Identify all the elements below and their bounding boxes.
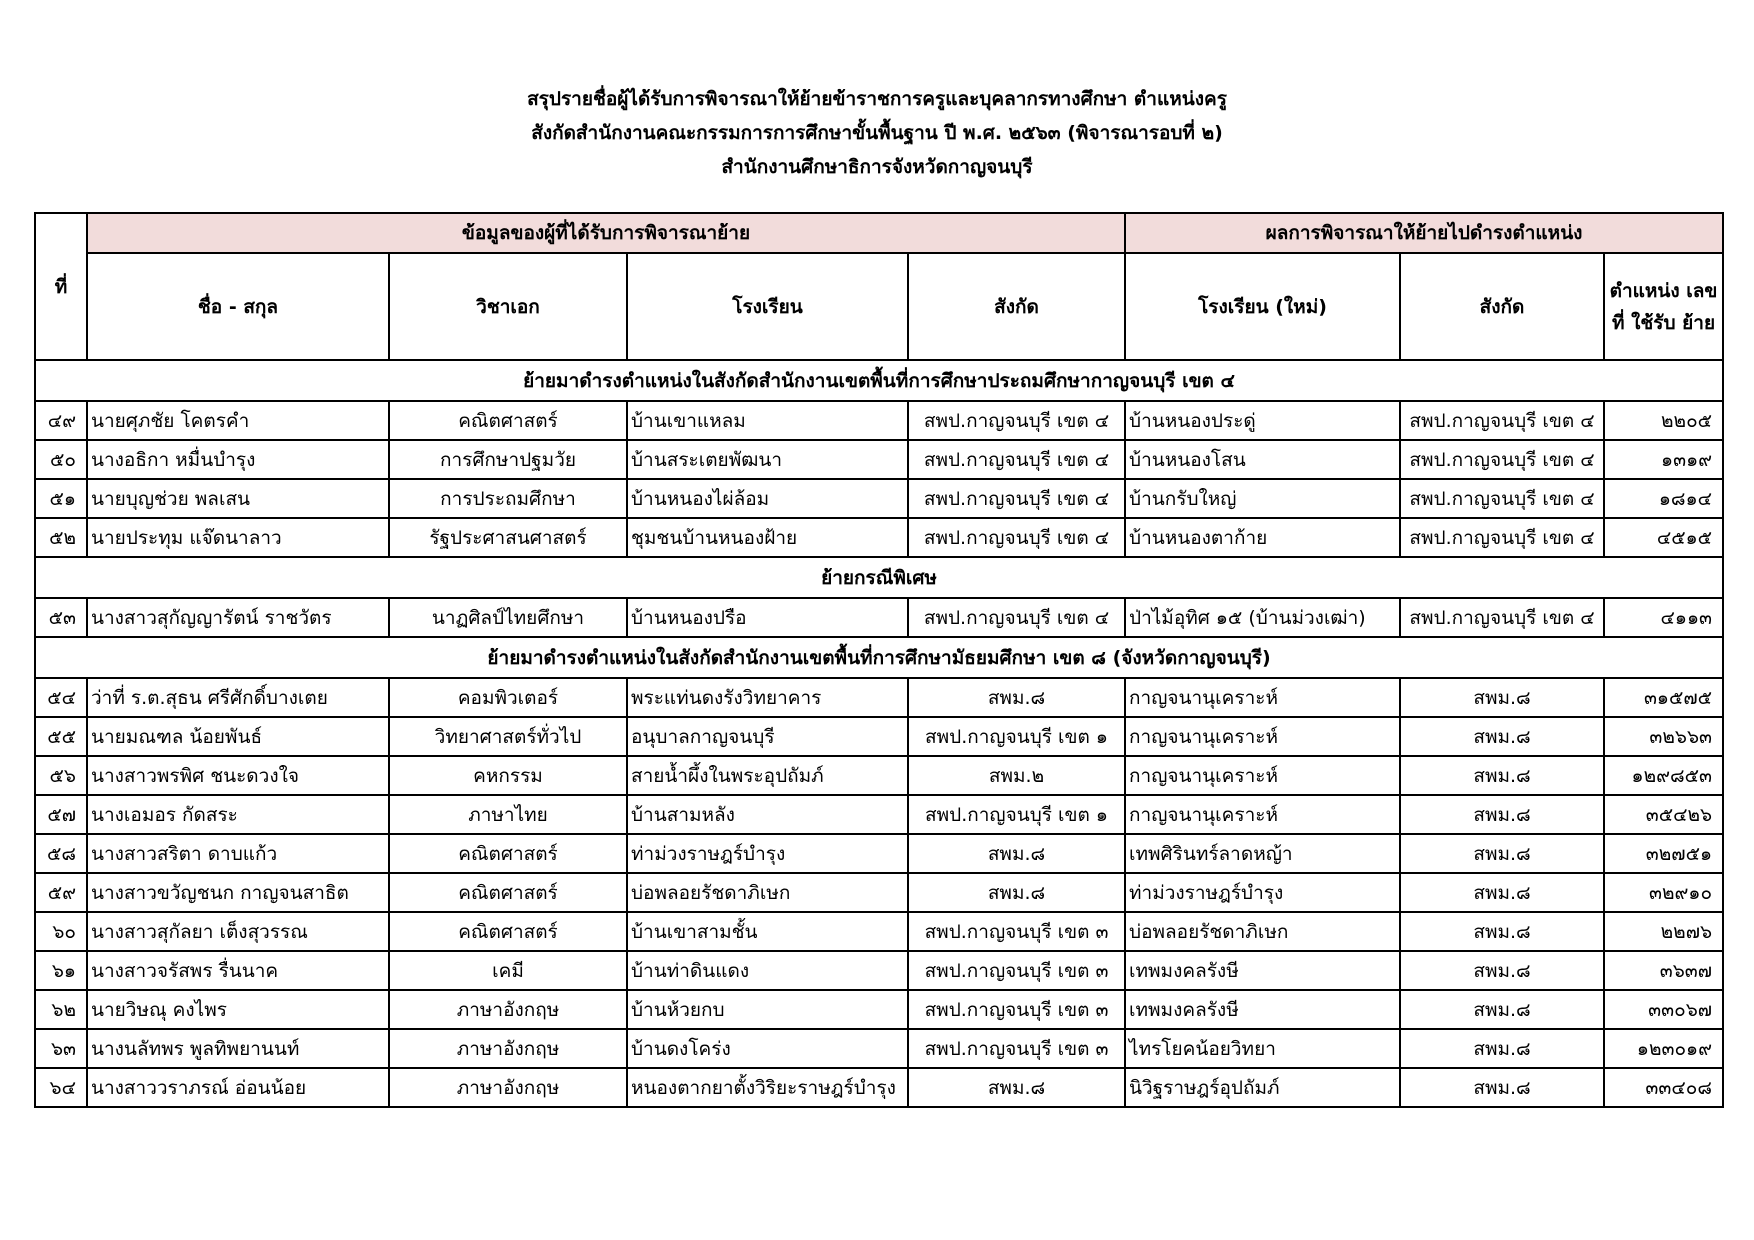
new-affiliation: สพม.๘ [1400, 795, 1604, 834]
major-subject: คณิตศาสตร์ [389, 873, 627, 912]
header-name: ชื่อ - สกุล [87, 253, 389, 360]
header-new-school: โรงเรียน (ใหม่) [1125, 253, 1400, 360]
teacher-name: นางสาววราภรณ์ อ่อนน้อย [87, 1068, 389, 1107]
major-subject: คณิตศาสตร์ [389, 834, 627, 873]
row-number: ๕๐ [35, 440, 87, 479]
position-number: ๓๓๔๐๘ [1604, 1068, 1723, 1107]
current-school: อนุบาลกาญจนบุรี [627, 717, 908, 756]
new-school: ท่าม่วงราษฎร์บำรุง [1125, 873, 1400, 912]
table-row [35, 756, 1723, 795]
teacher-name: นายบุญช่วย พลเสน [87, 479, 389, 518]
major-subject: ภาษาไทย [389, 795, 627, 834]
new-affiliation: สพป.กาญจนบุรี เขต ๔ [1400, 440, 1604, 479]
teacher-name: นางสาวพรพิศ ชนะดวงใจ [87, 756, 389, 795]
current-affiliation: สพม.๘ [908, 873, 1125, 912]
new-school: ป่าไม้อุทิศ ๑๕ (บ้านม่วงเฒ่า) [1125, 598, 1400, 637]
section-title: ย้ายมาดำรงตำแหน่งในสังกัดสำนักงานเขตพื้นที่การศึกษาประถมศึกษากาญจนบุรี เขต ๔ [35, 360, 1723, 401]
major-subject: รัฐประศาสนศาสตร์ [389, 518, 627, 557]
current-school: บ้านเขาสามชั้น [627, 912, 908, 951]
teacher-name: ว่าที่ ร.ต.สุธน ศรีศักดิ์บางเตย [87, 678, 389, 717]
position-number: ๓๖๓๗ [1604, 951, 1723, 990]
current-affiliation: สพป.กาญจนบุรี เขต ๔ [908, 401, 1125, 440]
header-major: วิชาเอก [389, 253, 627, 360]
current-affiliation: สพป.กาญจนบุรี เขต ๔ [908, 440, 1125, 479]
new-affiliation: สพม.๘ [1400, 990, 1604, 1029]
current-affiliation: สพม.๒ [908, 756, 1125, 795]
new-affiliation: สพม.๘ [1400, 678, 1604, 717]
row-number: ๕๓ [35, 598, 87, 637]
current-affiliation: สพป.กาญจนบุรี เขต ๔ [908, 598, 1125, 637]
current-school: ท่าม่วงราษฎร์บำรุง [627, 834, 908, 873]
new-affiliation: สพม.๘ [1400, 756, 1604, 795]
header-group-applicant: ข้อมูลของผู้ที่ได้รับการพิจารณาย้าย [87, 213, 1125, 253]
title-line-3: สำนักงานศึกษาธิการจังหวัดกาญจนบุรี [721, 156, 1033, 178]
teacher-name: นางสาวจรัสพร รื่นนาค [87, 951, 389, 990]
table-row [35, 518, 1723, 557]
transfer-table [34, 212, 1724, 1108]
table-row [35, 678, 1723, 717]
table-row [35, 873, 1723, 912]
teacher-name: นายมณฑล น้อยพันธ์ [87, 717, 389, 756]
major-subject: คณิตศาสตร์ [389, 401, 627, 440]
new-school: กาญจนานุเคราะห์ [1125, 717, 1400, 756]
new-school: บ้านหนองตาก้าย [1125, 518, 1400, 557]
current-school: บ้านหนองไผ่ล้อม [627, 479, 908, 518]
current-school: บ้านดงโคร่ง [627, 1029, 908, 1068]
position-number: ๓๕๔๒๖ [1604, 795, 1723, 834]
current-school: สายน้ำผึ้งในพระอุปถัมภ์ [627, 756, 908, 795]
current-affiliation: สพม.๘ [908, 1068, 1125, 1107]
section-header [35, 557, 1723, 598]
new-affiliation: สพม.๘ [1400, 873, 1604, 912]
title-line-2: สังกัดสำนักงานคณะกรรมการการศึกษาขั้นพื้นฐาน ปี พ.ศ. ๒๕๖๓ (พิจารณารอบที่ ๒) [531, 122, 1223, 144]
current-affiliation: สพป.กาญจนบุรี เขต ๔ [908, 479, 1125, 518]
current-school: บ้านสามหลัง [627, 795, 908, 834]
new-school: บ้านหนองประดู่ [1125, 401, 1400, 440]
position-number: ๑๒๙๘๕๓ [1604, 756, 1723, 795]
table-row [35, 795, 1723, 834]
position-number: ๓๒๙๑๐ [1604, 873, 1723, 912]
teacher-name: นางเอมอร กัดสระ [87, 795, 389, 834]
row-number: ๕๕ [35, 717, 87, 756]
table-body [35, 360, 1723, 1107]
current-affiliation: สพป.กาญจนบุรี เขต ๑ [908, 795, 1125, 834]
new-school: กาญจนานุเคราะห์ [1125, 756, 1400, 795]
position-number: ๓๒๗๕๑ [1604, 834, 1723, 873]
new-affiliation: สพม.๘ [1400, 912, 1604, 951]
current-affiliation: สพม.๘ [908, 834, 1125, 873]
section-header [35, 637, 1723, 678]
row-number: ๕๗ [35, 795, 87, 834]
row-number: ๕๔ [35, 678, 87, 717]
position-number: ๒๒๗๖ [1604, 912, 1723, 951]
header-school: โรงเรียน [627, 253, 908, 360]
current-school: พระแท่นดงรังวิทยาคาร [627, 678, 908, 717]
major-subject: วิทยาศาสตร์ทั่วไป [389, 717, 627, 756]
position-number: ๔๑๑๓ [1604, 598, 1723, 637]
position-number: ๑๘๑๔ [1604, 479, 1723, 518]
table-row [35, 834, 1723, 873]
section-title: ย้ายกรณีพิเศษ [35, 557, 1723, 598]
position-number: ๒๒๐๕ [1604, 401, 1723, 440]
row-number: ๕๙ [35, 873, 87, 912]
row-number: ๕๘ [35, 834, 87, 873]
new-affiliation: สพป.กาญจนบุรี เขต ๔ [1400, 479, 1604, 518]
row-number: ๖๐ [35, 912, 87, 951]
section-title: ย้ายมาดำรงตำแหน่งในสังกัดสำนักงานเขตพื้นที่การศึกษามัธยมศึกษา เขต ๘ (จังหวัดกาญจนบุรี) [35, 637, 1723, 678]
row-number: ๕๒ [35, 518, 87, 557]
current-school: บ้านท่าดินแดง [627, 951, 908, 990]
major-subject: ภาษาอังกฤษ [389, 1068, 627, 1107]
new-affiliation: สพป.กาญจนบุรี เขต ๔ [1400, 598, 1604, 637]
position-number: ๑๓๑๙ [1604, 440, 1723, 479]
current-school: บ้านสระเตยพัฒนา [627, 440, 908, 479]
position-number: ๓๑๕๗๕ [1604, 678, 1723, 717]
table-row [35, 951, 1723, 990]
position-number: ๔๕๑๕ [1604, 518, 1723, 557]
row-number: ๖๒ [35, 990, 87, 1029]
position-number: ๓๒๖๖๓ [1604, 717, 1723, 756]
row-number: ๖๑ [35, 951, 87, 990]
new-affiliation: สพม.๘ [1400, 717, 1604, 756]
new-school: กาญจนานุเคราะห์ [1125, 678, 1400, 717]
row-number: ๕๑ [35, 479, 87, 518]
teacher-name: นายวิษณุ คงไพร [87, 990, 389, 1029]
current-affiliation: สพม.๘ [908, 678, 1125, 717]
table-row [35, 912, 1723, 951]
current-affiliation: สพป.กาญจนบุรี เขต ๓ [908, 912, 1125, 951]
table-row [35, 479, 1723, 518]
new-affiliation: สพม.๘ [1400, 1029, 1604, 1068]
current-school: บ้านเขาแหลม [627, 401, 908, 440]
document-title [0, 82, 1754, 184]
new-affiliation: สพม.๘ [1400, 951, 1604, 990]
current-school: บ้านหนองปรือ [627, 598, 908, 637]
teacher-name: นายศุภชัย โคตรคำ [87, 401, 389, 440]
new-school: บ่อพลอยรัชดาภิเษก [1125, 912, 1400, 951]
teacher-name: นางอธิกา หมื่นบำรุง [87, 440, 389, 479]
new-school: นิวิฐราษฎร์อุปถัมภ์ [1125, 1068, 1400, 1107]
new-affiliation: สพป.กาญจนบุรี เขต ๔ [1400, 401, 1604, 440]
title-line-1: สรุปรายชื่อผู้ได้รับการพิจารณาให้ย้ายข้าราชการครูและบุคลากรทางศึกษา ตำแหน่งครู [527, 88, 1227, 110]
new-school: เทพศิรินทร์ลาดหญ้า [1125, 834, 1400, 873]
row-number: ๕๖ [35, 756, 87, 795]
current-affiliation: สพป.กาญจนบุรี เขต ๓ [908, 990, 1125, 1029]
major-subject: คอมพิวเตอร์ [389, 678, 627, 717]
new-school: เทพมงคลรังษี [1125, 990, 1400, 1029]
new-school: บ้านกรับใหญ่ [1125, 479, 1400, 518]
header-position-no: ตำแหน่ง เลขที่ ใช้รับ ย้าย [1604, 253, 1723, 360]
row-number: ๖๓ [35, 1029, 87, 1068]
new-school: เทพมงคลรังษี [1125, 951, 1400, 990]
table-row [35, 990, 1723, 1029]
current-affiliation: สพป.กาญจนบุรี เขต ๔ [908, 518, 1125, 557]
major-subject: การศึกษาปฐมวัย [389, 440, 627, 479]
header-new-affiliation: สังกัด [1400, 253, 1604, 360]
major-subject: คณิตศาสตร์ [389, 912, 627, 951]
new-affiliation: สพม.๘ [1400, 1068, 1604, 1107]
current-school: หนองตากยาตั้งวิริยะราษฎร์บำรุง [627, 1068, 908, 1107]
header-no: ที่ [35, 213, 87, 360]
new-school: บ้านหนองโสน [1125, 440, 1400, 479]
teacher-name: นางสาวสุกัญญารัตน์ ราชวัตร [87, 598, 389, 637]
position-number: ๑๒๓๐๑๙ [1604, 1029, 1723, 1068]
current-school: บ้านห้วยกบ [627, 990, 908, 1029]
major-subject: นาฏศิลป์ไทยศึกษา [389, 598, 627, 637]
new-school: กาญจนานุเคราะห์ [1125, 795, 1400, 834]
current-affiliation: สพป.กาญจนบุรี เขต ๓ [908, 1029, 1125, 1068]
table-row [35, 440, 1723, 479]
new-affiliation: สพม.๘ [1400, 834, 1604, 873]
table-row [35, 1029, 1723, 1068]
major-subject: ภาษาอังกฤษ [389, 990, 627, 1029]
teacher-name: นายประทุม แจ๊ดนาลาว [87, 518, 389, 557]
row-number: ๔๙ [35, 401, 87, 440]
table-row [35, 1068, 1723, 1107]
major-subject: ภาษาอังกฤษ [389, 1029, 627, 1068]
position-number: ๓๓๐๖๗ [1604, 990, 1723, 1029]
teacher-name: นางสาวขวัญชนก กาญจนสาธิต [87, 873, 389, 912]
teacher-name: นางนลัทพร พูลทิพยานนท์ [87, 1029, 389, 1068]
current-school: ชุมชนบ้านหนองฝ้าย [627, 518, 908, 557]
major-subject: เคมี [389, 951, 627, 990]
major-subject: คหกรรม [389, 756, 627, 795]
current-affiliation: สพป.กาญจนบุรี เขต ๑ [908, 717, 1125, 756]
new-school: ไทรโยคน้อยวิทยา [1125, 1029, 1400, 1068]
current-school: บ่อพลอยรัชดาภิเษก [627, 873, 908, 912]
major-subject: การประถมศึกษา [389, 479, 627, 518]
row-number: ๖๔ [35, 1068, 87, 1107]
header-group-result: ผลการพิจารณาให้ย้ายไปดำรงตำแหน่ง [1125, 213, 1723, 253]
section-header [35, 360, 1723, 401]
new-affiliation: สพป.กาญจนบุรี เขต ๔ [1400, 518, 1604, 557]
table-row [35, 598, 1723, 637]
header-affiliation: สังกัด [908, 253, 1125, 360]
table-row [35, 717, 1723, 756]
current-affiliation: สพป.กาญจนบุรี เขต ๓ [908, 951, 1125, 990]
teacher-name: นางสาวสริตา ดาบแก้ว [87, 834, 389, 873]
table-row [35, 401, 1723, 440]
teacher-name: นางสาวสุกัลยา เต็งสุวรรณ [87, 912, 389, 951]
